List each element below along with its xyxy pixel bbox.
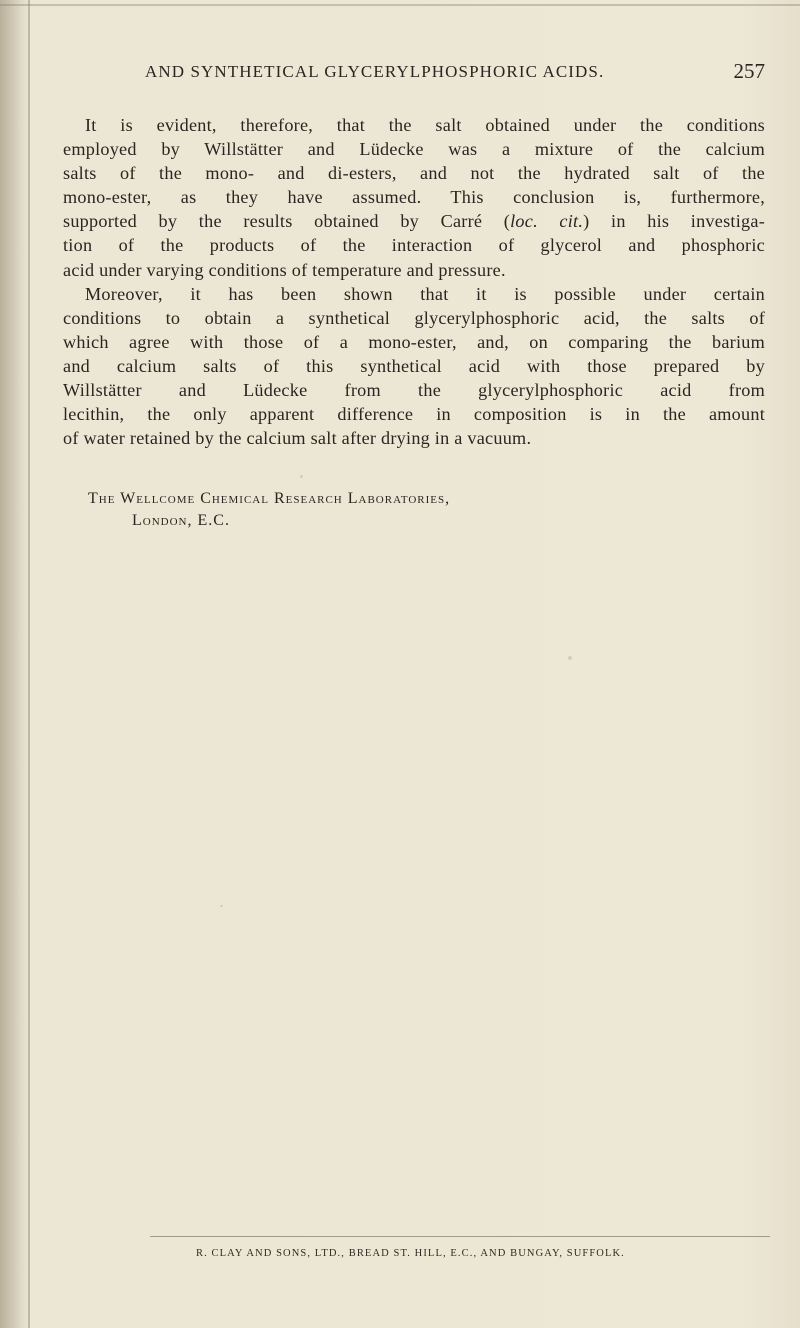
paragraph-line: which agree with those of a mono-ester, and, on comparing the barium — [63, 331, 765, 352]
affiliation-line: The Wellcome Chemical Research Laboratories, — [88, 490, 451, 507]
paragraph-line: mono-ester, as they have assumed. This conclusion is, furthermore, — [63, 187, 765, 208]
paragraph-line: salts of the mono- and di-esters, and not the hydrated salt of the — [63, 163, 765, 184]
gutter-shadow — [0, 0, 30, 1328]
body-text — [63, 113, 765, 450]
paragraph-line: It is evident, therefore, that the salt obtained under the conditions — [85, 115, 765, 135]
paragraph-2 — [63, 282, 765, 451]
paragraph-line: lecithin, the only apparent difference in composition is in the amount — [63, 404, 765, 425]
paragraph-line: of water retained by the calcium salt after drying in a vacuum. — [63, 428, 532, 449]
paragraph-line-citation: supported by the results obtained by Carré (loc. cit.) in his investiga- — [63, 211, 766, 232]
citation-italic: loc. cit. — [510, 211, 584, 232]
citation-tail: in his investiga- — [589, 211, 766, 232]
paragraph-line: tion of the products of the interaction of glycerol and phosphoric — [63, 235, 765, 256]
page-number: 257 — [733, 59, 765, 83]
gutter-line — [28, 0, 30, 1328]
citation-lead: supported by the results obtained by Carré — [63, 211, 483, 232]
paragraph-line: and calcium salts of this synthetical acid with those prepared by — [63, 355, 765, 376]
paragraph-line: Moreover, it has been shown that it is possible under certain — [85, 283, 765, 304]
top-rule — [0, 4, 800, 6]
paragraph-line: Willstätter and Lüdecke from the glycerylphosphoric acid from — [63, 380, 765, 401]
printer-imprint: R. CLAY AND SONS, LTD., BREAD ST. HILL, E.C., AND BUNGAY, SUFFOLK. — [196, 1248, 625, 1259]
paper-speck — [220, 905, 223, 907]
paragraph-line: acid under varying conditions of temperature and pressure. — [63, 259, 506, 280]
paragraph-line: conditions to obtain a synthetical glycerylphosphoric acid, the salts of — [63, 307, 765, 328]
running-header — [145, 59, 765, 88]
paper-speck — [300, 475, 303, 478]
running-title: AND SYNTHETICAL GLYCERYLPHOSPHORIC ACIDS. — [145, 62, 605, 81]
affiliation-city: London, E.C. — [132, 512, 230, 529]
paragraph-1 — [63, 113, 765, 282]
affiliation-signature — [88, 488, 450, 532]
paper-speck — [568, 656, 572, 660]
paragraph-line: employed by Willstätter and Lüdecke was a mixture of the calcium — [63, 139, 765, 160]
footer-rule — [150, 1236, 770, 1237]
